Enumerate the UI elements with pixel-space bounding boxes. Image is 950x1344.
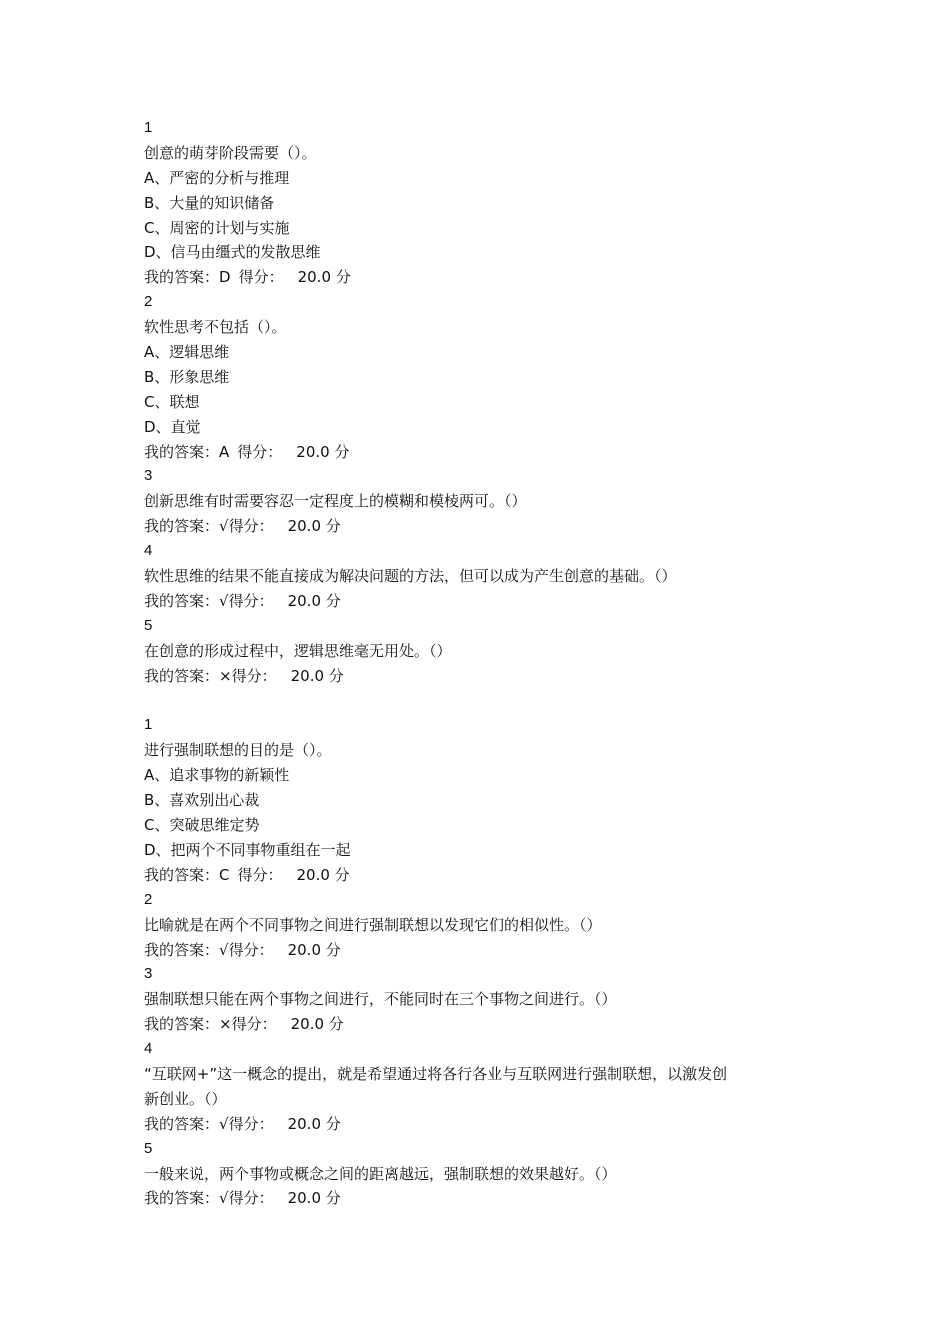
question-number: 4	[144, 542, 153, 560]
question-text: 一般来说，两个事物或概念之间的距离越远，强制联想的效果越好。（）	[144, 1164, 617, 1183]
option-b: B、形象思维	[144, 367, 230, 386]
question-2-3	[144, 962, 824, 1037]
question-text: 在创意的形成过程中，逻辑思维毫无用处。（）	[144, 641, 452, 660]
answer-label: 我的答案：	[144, 865, 220, 884]
answer-value: ×	[219, 666, 232, 685]
option-c: C、周密的计划与实施	[144, 218, 290, 237]
question-number: 1	[144, 119, 153, 136]
quiz-section-2	[144, 713, 824, 1211]
answer-line	[144, 514, 824, 539]
score-label: 得分：	[228, 1189, 274, 1208]
score-label: 得分：	[231, 666, 277, 685]
answer-value: C	[219, 865, 230, 884]
answer-line	[144, 440, 824, 465]
question-2-5	[144, 1137, 824, 1212]
answer-line	[144, 664, 824, 689]
answer-value: √	[219, 1189, 229, 1208]
question-1-1	[144, 116, 824, 290]
question-text: 软性思维的结果不能直接成为解决问题的方法，但可以成为产生创意的基础。（）	[144, 567, 677, 586]
answer-value: A	[219, 442, 230, 461]
question-number: 4	[144, 1040, 153, 1058]
question-text: 创意的萌芽阶段需要（）。	[144, 143, 317, 162]
question-text: 创新思维有时需要容忍一定程度上的模糊和模棱两可。（）	[144, 492, 527, 511]
option-b: B、喜欢别出心裁	[144, 791, 260, 810]
score-value: 20.0 分	[290, 666, 344, 685]
answer-value: √	[219, 517, 229, 536]
answer-line	[144, 863, 824, 888]
answer-value: ×	[219, 1015, 232, 1034]
score-label: 得分：	[237, 442, 283, 461]
answer-label: 我的答案：	[144, 442, 220, 461]
score-value: 20.0 分	[287, 517, 341, 536]
question-number: 2	[144, 293, 153, 311]
question-1-3	[144, 464, 824, 539]
question-text-line-2: 新创业。（）	[144, 1089, 227, 1108]
question-text: 强制联想只能在两个事物之间进行，不能同时在三个事物之间进行。（）	[144, 990, 617, 1009]
option-c: C、突破思维定势	[144, 816, 260, 835]
question-number: 1	[144, 716, 153, 734]
option-d: D、信马由缰式的发散思维	[144, 243, 321, 262]
score-label: 得分：	[238, 268, 284, 287]
answer-label: 我的答案：	[144, 591, 220, 610]
score-value: 20.0 分	[296, 442, 350, 461]
question-1-2	[144, 290, 824, 464]
score-label: 得分：	[231, 1015, 277, 1034]
option-c: C、联想	[144, 392, 200, 411]
question-number: 5	[144, 1139, 153, 1157]
option-b: B、大量的知识储备	[144, 193, 275, 212]
answer-label: 我的答案：	[144, 268, 220, 287]
question-number: 3	[144, 965, 153, 983]
answer-label: 我的答案：	[144, 666, 220, 685]
question-text: 软性思考不包括（）。	[144, 318, 287, 337]
answer-line	[144, 1186, 824, 1211]
question-number: 2	[144, 890, 153, 908]
question-text: 进行强制联想的目的是（）。	[144, 741, 332, 760]
answer-line	[144, 1112, 824, 1137]
question-1-4	[144, 539, 824, 614]
question-number: 3	[144, 467, 153, 485]
answer-value: √	[219, 940, 229, 959]
score-value: 20.0 分	[287, 1114, 341, 1133]
answer-line	[144, 265, 824, 290]
question-text-line-1: “互联网+”这一概念的提出，就是希望通过将各行各业与互联网进行强制联想，以激发创	[144, 1064, 728, 1083]
score-value: 20.0 分	[287, 1189, 341, 1208]
option-a: A、严密的分析与推理	[144, 168, 290, 187]
score-value: 20.0 分	[297, 268, 351, 287]
answer-label: 我的答案：	[144, 1015, 220, 1034]
score-value: 20.0 分	[296, 865, 350, 884]
question-2-1	[144, 713, 824, 887]
score-label: 得分：	[228, 591, 274, 610]
score-value: 20.0 分	[290, 1015, 344, 1034]
answer-line	[144, 1012, 824, 1037]
question-number: 5	[144, 616, 153, 634]
answer-label: 我的答案：	[144, 1114, 220, 1133]
option-a: A、追求事物的新颖性	[144, 766, 290, 785]
score-value: 20.0 分	[287, 940, 341, 959]
answer-label: 我的答案：	[144, 517, 220, 536]
question-text: 比喻就是在两个不同事物之间进行强制联想以发现它们的相似性。（）	[144, 915, 602, 934]
answer-line	[144, 938, 824, 963]
question-2-2	[144, 888, 824, 963]
option-d: D、直觉	[144, 417, 201, 436]
question-1-5	[144, 614, 824, 689]
answer-line	[144, 589, 824, 614]
quiz-section-1	[144, 116, 824, 688]
option-a: A、逻辑思维	[144, 343, 230, 362]
score-label: 得分：	[228, 517, 274, 536]
answer-value: D	[219, 268, 231, 287]
score-label: 得分：	[228, 940, 274, 959]
answer-label: 我的答案：	[144, 940, 220, 959]
option-d: D、把两个不同事物重组在一起	[144, 840, 351, 859]
answer-value: √	[219, 591, 229, 610]
score-label: 得分：	[237, 865, 283, 884]
score-value: 20.0 分	[287, 591, 341, 610]
answer-label: 我的答案：	[144, 1189, 220, 1208]
question-2-4	[144, 1037, 824, 1137]
document-page	[144, 116, 824, 1211]
answer-value: √	[219, 1114, 229, 1133]
score-label: 得分：	[228, 1114, 274, 1133]
